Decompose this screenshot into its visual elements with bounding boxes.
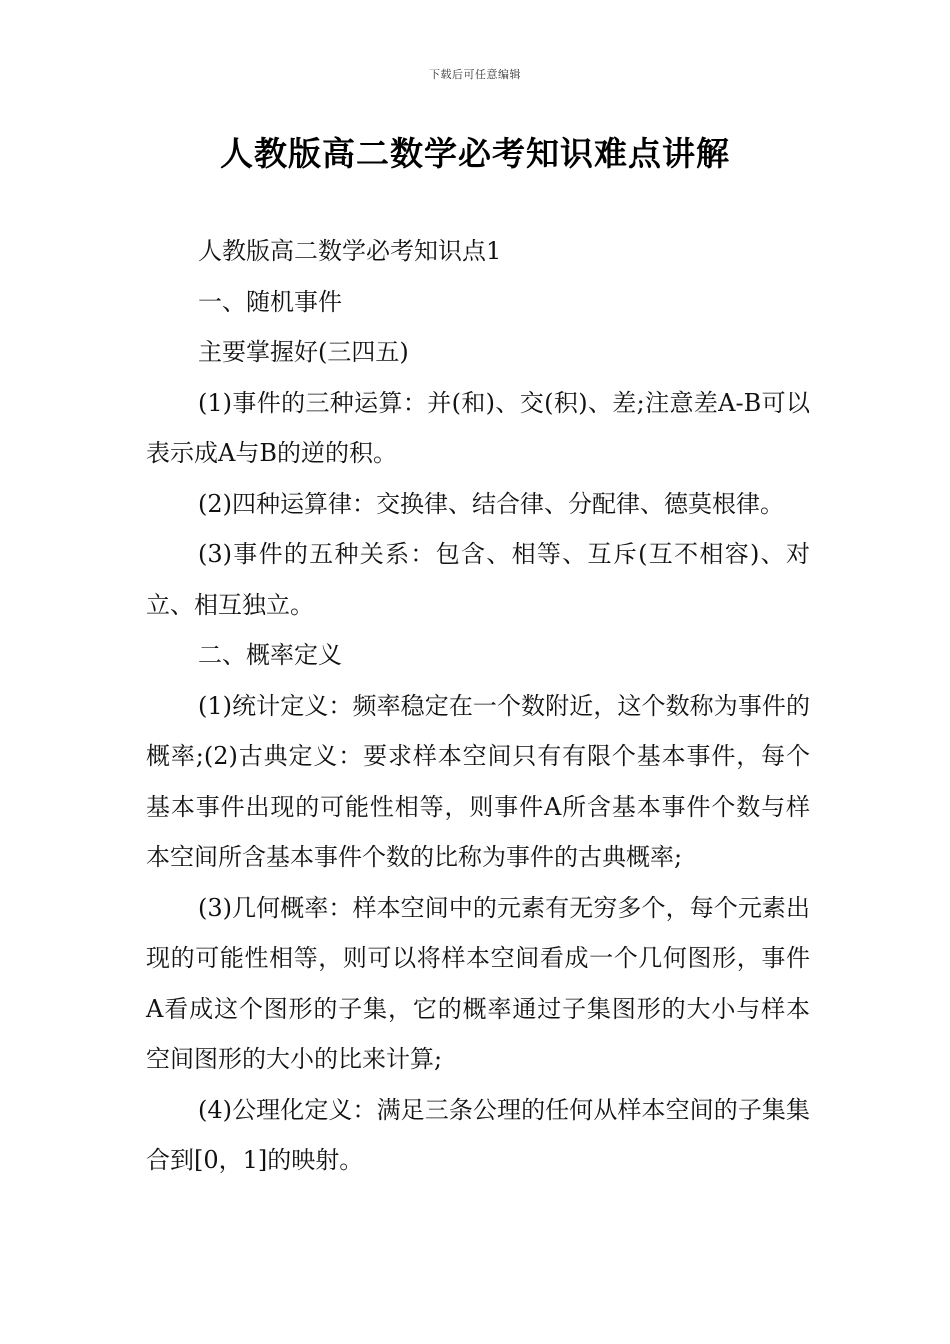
section-heading-knowledge-1: 人教版高二数学必考知识点1 bbox=[198, 237, 502, 265]
document-body bbox=[146, 226, 810, 1186]
document-title: 人教版高二数学必考知识难点讲解 bbox=[220, 134, 730, 173]
header-note: 下载后可任意编辑 bbox=[429, 68, 521, 81]
paragraph-operation-laws: (2)四种运算律：交换律、结合律、分配律、德莫根律。 bbox=[198, 489, 784, 518]
paragraph-key-points: 主要掌握好(三四五) bbox=[198, 338, 409, 366]
paragraph-statistical-classical-definition: (1)统计定义：频率稳定在一个数附近，这个数称为事件的概率;(2)古典定义：要求样本空间只有有限个基本事件，每个基本事件出现的可能性相等，则事件A所含基本事件个数与样本空间所含基本事件个数的比称为事件的古典概率; bbox=[146, 691, 810, 871]
heading-random-events: 一、随机事件 bbox=[198, 287, 342, 316]
paragraph-geometric-probability: (3)几何概率：样本空间中的元素有无穷多个，每个元素出现的可能性相等，则可以将样本空间看成一个几何图形，事件A看成这个图形的子集，它的概率通过子集图形的大小与样本空间图形的大小的比来计算; bbox=[146, 893, 810, 1073]
heading-probability-definition: 二、概率定义 bbox=[198, 641, 342, 669]
paragraph-axiomatic-definition: (4)公理化定义：满足三条公理的任何从样本空间的子集集合到[0，1]的映射。 bbox=[146, 1095, 810, 1174]
paragraph-event-relations: (3)事件的五种关系：包含、相等、互斥(互不相容)、对立、相互独立。 bbox=[146, 540, 810, 619]
paragraph-event-operations: (1)事件的三种运算：并(和)、交(积)、差;注意差A-B可以表示成A与B的逆的积。 bbox=[146, 388, 810, 467]
